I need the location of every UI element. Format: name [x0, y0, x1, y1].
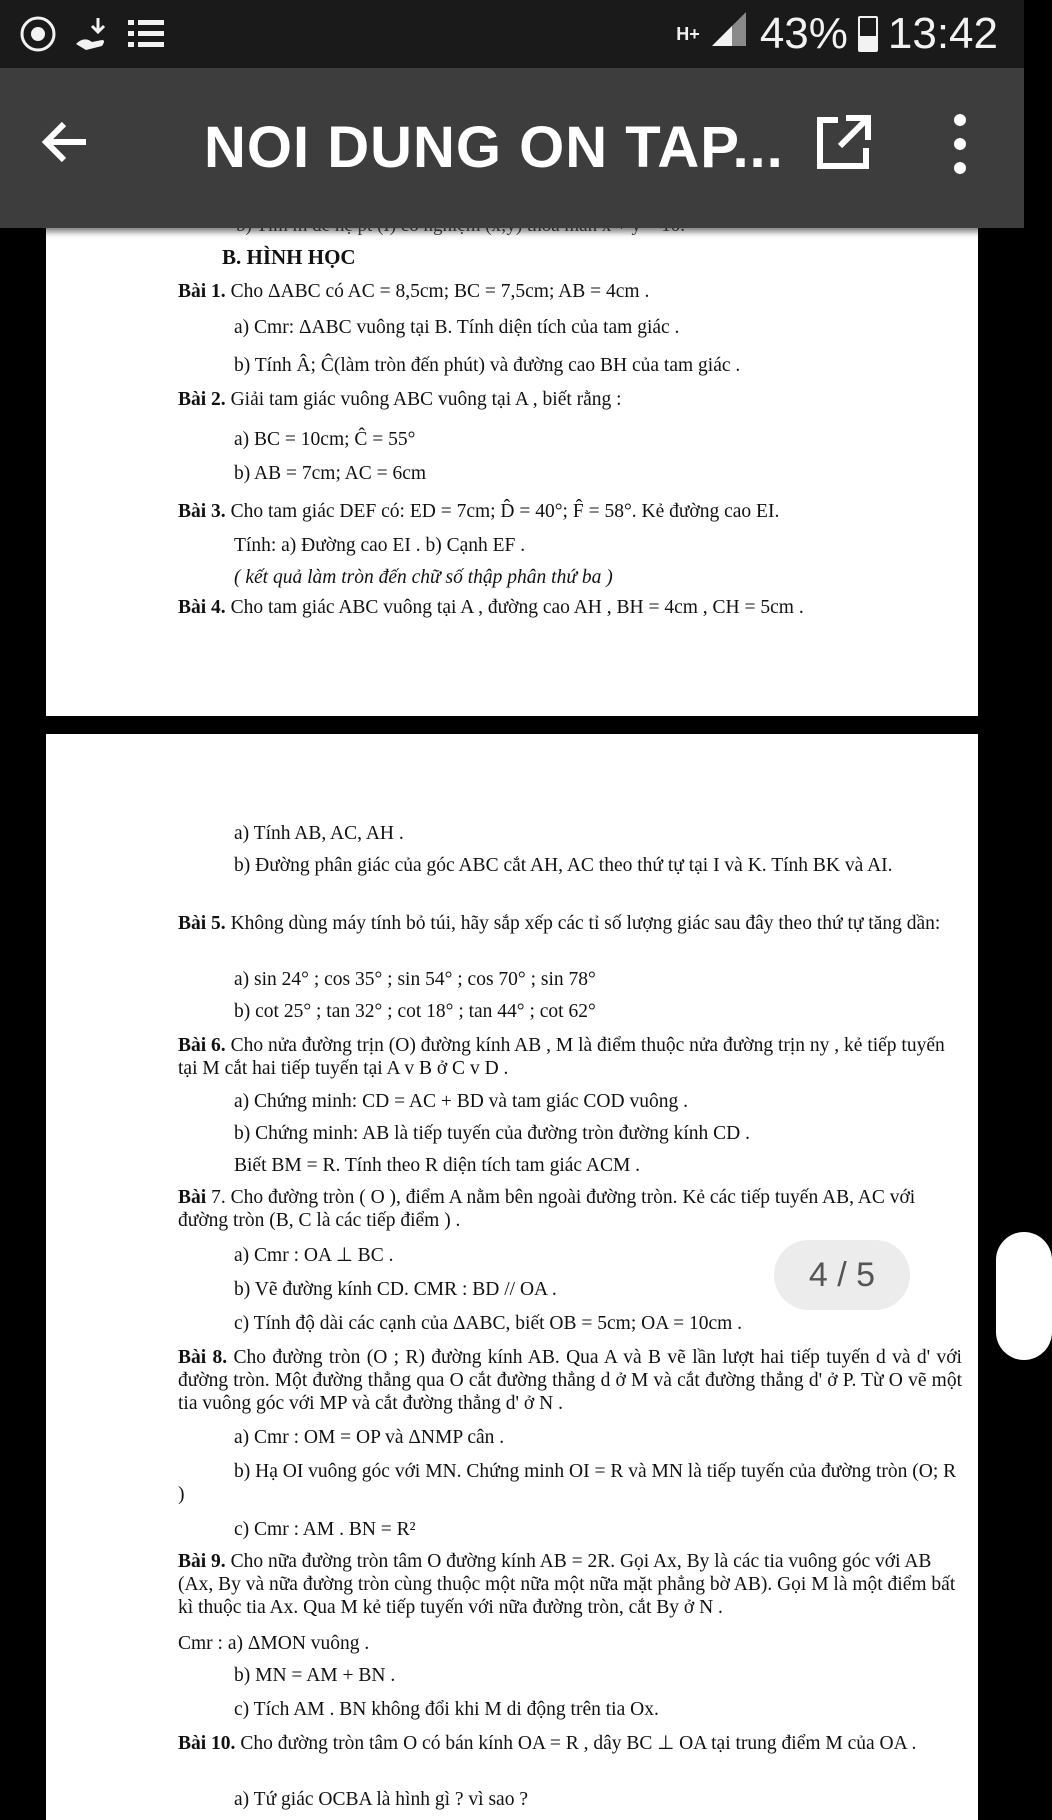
exercise-line: Bài 9. Cho nữa đường tròn tâm O đường kính AB = 2R. Gọi Ax, By là các tia vuông góc với AB (Ax, By và nữa đường tròn cùng thuộc một nữa một nữa mặt phẳng bờ AB). Gọi M là một điểm bất kì thuộc tia Ax. Qua M kẻ tiếp tuyến với nữa đường tròn, cắt By ở N . [178, 1551, 956, 1618]
exercise-line: a) Tứ giác OCBA là hình gì ? vì sao ? [234, 1789, 528, 1810]
exercise-line: Bài 1. Cho ΔABC có AC = 8,5cm; BC = 7,5cm; AB = 4cm . [178, 281, 650, 302]
exercise-line: Bài 6. Cho nửa đường trịn (O) đường kính AB , M là điểm thuộc nửa đường trịn ny , kẻ tiếp tuyến tại M cắt hai tiếp tuyến tại A v B ở C v D . [178, 1035, 945, 1079]
exercise-note: ( kết quả làm tròn đến chữ số thập phân thứ ba ) [234, 567, 613, 588]
app-bar [0, 68, 1024, 228]
exercise-line: b) Đường phân giác của góc ABC cắt AH, AC theo thứ tự tại I và K. Tính BK và AI. [234, 855, 893, 876]
battery-percent: 43% [759, 8, 848, 58]
exercise-line: b) AB = 7cm; AC = 6cm [234, 463, 427, 484]
exercise-line: b) Hạ OI vuông góc với MN. Chứng minh OI = R và MN là tiếp tuyến của đường tròn (O; R ) [178, 1461, 957, 1505]
exercise-line: c) Tính độ dài các cạnh của ΔABC, biết OB = 5cm; OA = 10cm . [234, 1313, 743, 1334]
exercise-line: Bài 3. Cho tam giác DEF có: ED = 7cm; D̂ = 40°; F̂ = 58°. Kẻ đường cao EI. [178, 501, 780, 522]
exercise-line: a) Tính AB, AC, AH . [234, 823, 404, 844]
exercise-line: a) BC = 10cm; Ĉ = 55° [234, 429, 416, 450]
fast-scroll-handle[interactable] [996, 1232, 1052, 1360]
exercise-line: Bài 2. Giải tam giác vuông ABC vuông tại A , biết rằng : [178, 389, 622, 410]
clock: 13:42 [887, 8, 998, 58]
back-arrow-icon[interactable] [38, 114, 94, 170]
section-heading: B. HÌNH HỌC [222, 245, 356, 269]
exercise-line: b) Vẽ đường kính CD. CMR : BD // OA . [234, 1279, 557, 1300]
status-bar [0, 0, 1024, 68]
exercise-line: b) MN = AM + BN . [234, 1665, 396, 1686]
pdf-page [46, 228, 978, 716]
exercise-line: c) Tích AM . BN không đổi khi M di động trên tia Ox. [234, 1699, 659, 1720]
exercise-line: Bài 4. Cho tam giác ABC vuông tại A , đường cao AH , BH = 4cm , CH = 5cm . [178, 597, 804, 618]
page-indicator: 4 / 5 [774, 1240, 910, 1310]
exercise-line: b) cot 25° ; tan 32° ; cot 18° ; tan 44° ; cot 62° [234, 1001, 596, 1022]
exercise-line: a) sin 24° ; cos 35° ; sin 54° ; cos 70° ; sin 78° [234, 969, 596, 990]
open-external-icon[interactable] [812, 112, 874, 174]
exercise-line: b) Chứng minh: AB là tiếp tuyến của đường tròn đường kính CD . [234, 1123, 750, 1144]
exercise-line: a) Cmr : OA ⊥ BC . [234, 1245, 394, 1266]
exercise-line: Biết BM = R. Tính theo R diện tích tam giác ACM . [234, 1155, 641, 1176]
exercise-line: a) Cmr: ΔABC vuông tại B. Tính diện tích của tam giác . [234, 317, 680, 338]
exercise-line: a) Cmr : OM = OP và ΔNMP cân . [234, 1427, 505, 1448]
exercise-line: Cmr : a) ΔMON vuông . [178, 1633, 370, 1654]
network-type: H+ [676, 23, 700, 44]
download-hand-icon [72, 14, 112, 54]
exercise-line: Bài 7. Cho đường tròn ( O ), điểm A nằm bên ngoài đường tròn. Kẻ các tiếp tuyến AB, AC với đường tròn (B, C là các tiếp điểm ) . [178, 1187, 916, 1231]
battery-icon [858, 16, 878, 52]
signal-icon [710, 8, 750, 59]
exercise-line: c) Cmr : AM . BN = R² [234, 1519, 416, 1540]
exercise-line: Bài 10. Cho đường tròn tâm O có bán kính OA = R , dây BC ⊥ OA tại trung điểm M của OA . [178, 1733, 917, 1754]
more-vert-icon[interactable] [940, 110, 980, 178]
exercise-line: Bài 5. Không dùng máy tính bỏ túi, hãy sắp xếp các tỉ số lượng giác sau đây theo thứ tự tăng dần: [178, 913, 941, 934]
document-title: NOI DUNG ON TAP... [204, 115, 784, 180]
exercise-line: Bài 8. Cho đường tròn (O ; R) đường kính AB. Qua A và B vẽ lần lượt hai tiếp tuyến d và d' với đường tròn. Một đường thẳng qua O cắt đường thẳng d ở M và cắt đường thẳng d' ở P. Từ O vẽ một tia vuông góc với MP và cắt đường thẳng d' ở N . [178, 1347, 962, 1414]
exercise-line: Tính: a) Đường cao EI . b) Cạnh EF . [234, 535, 526, 556]
exercise-line: b) Tính Â; Ĉ(làm tròn đến phút) và đường cao BH của tam giác . [234, 355, 741, 376]
exercise-line: a) Chứng minh: CD = AC + BD và tam giác COD vuông . [234, 1091, 688, 1112]
camera-shutter-icon [18, 14, 58, 54]
list-icon [126, 14, 166, 54]
